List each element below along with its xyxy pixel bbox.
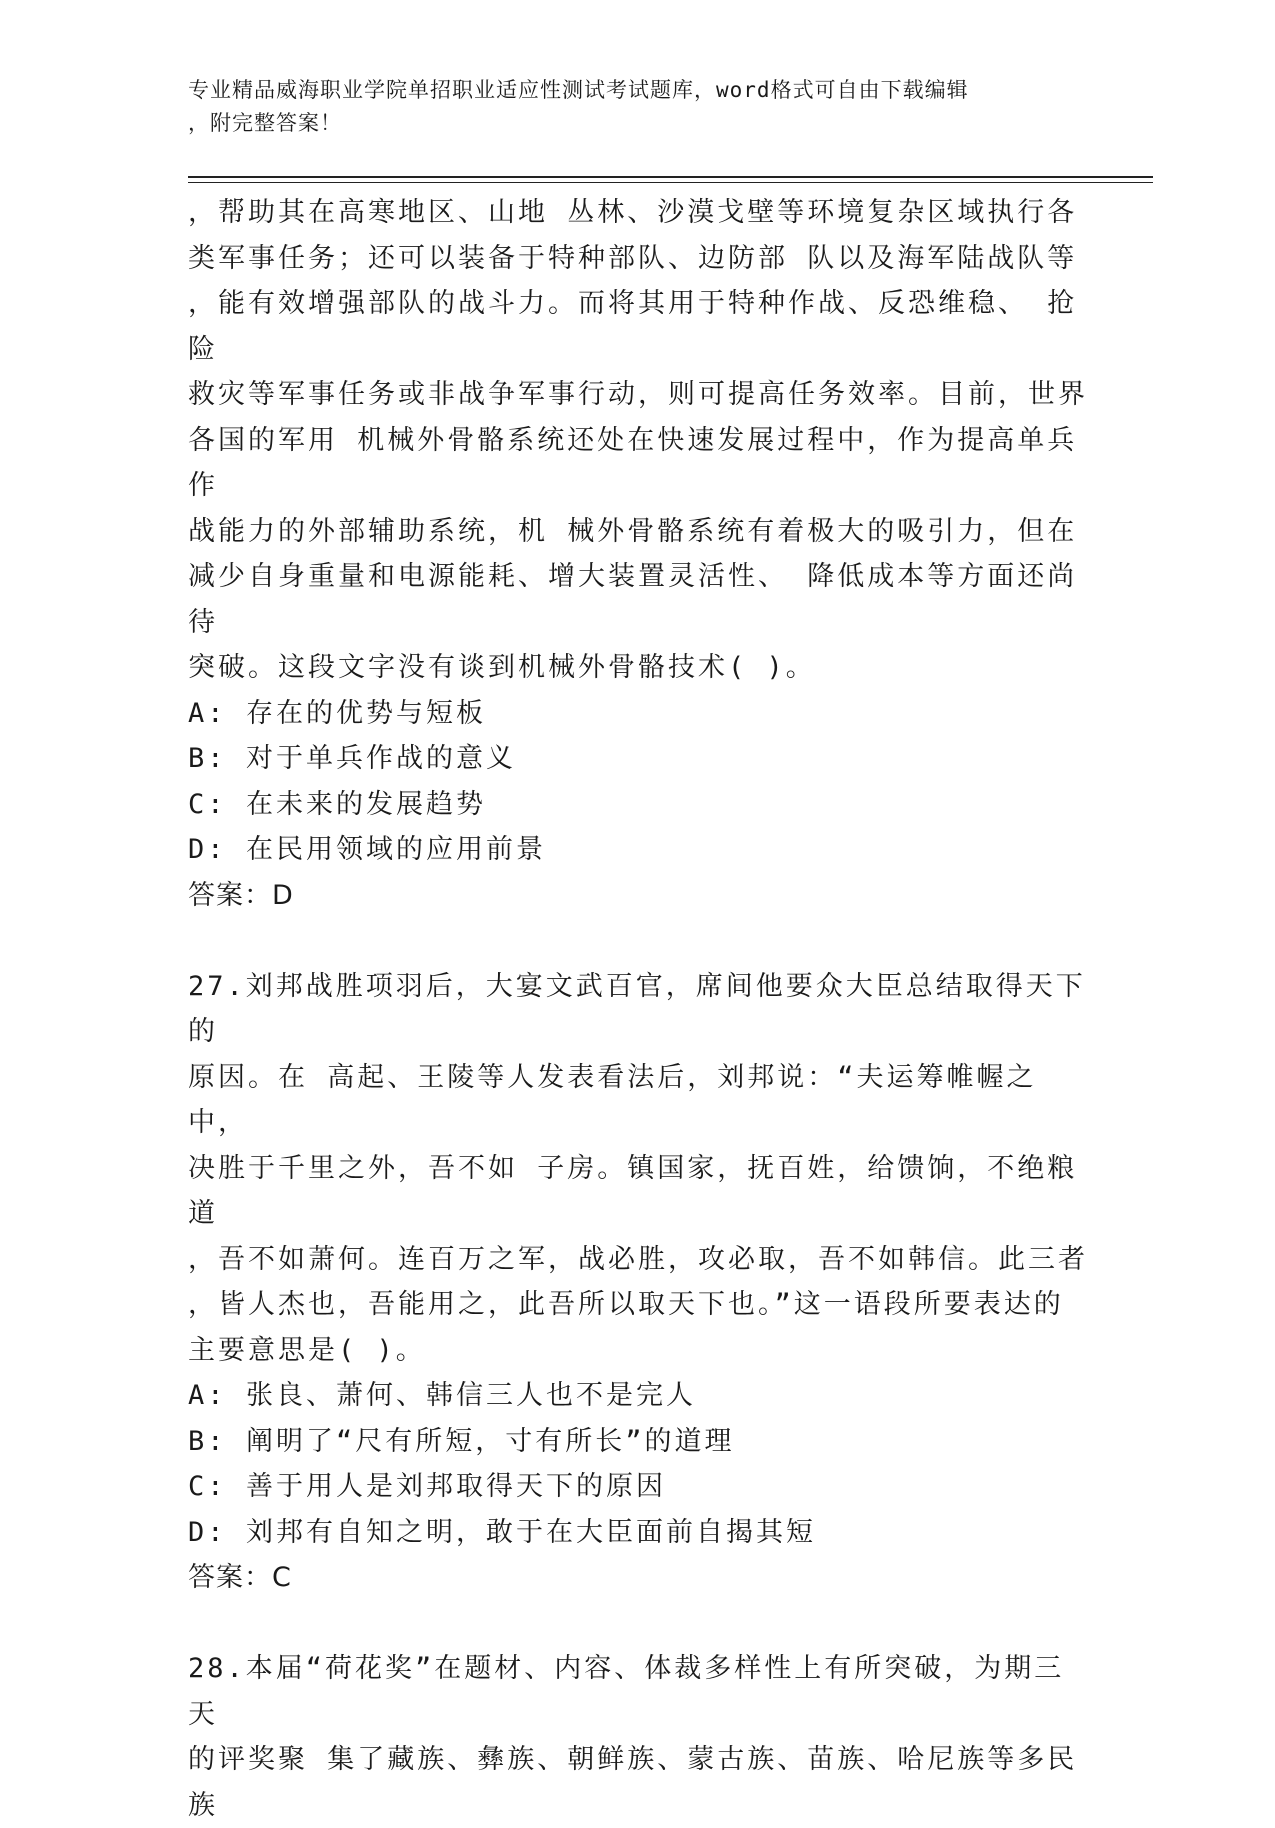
option-letter: A:	[188, 1380, 227, 1411]
option-letter: C:	[188, 788, 227, 820]
option-letter: D:	[188, 834, 227, 865]
question-27-option-d	[188, 1510, 1088, 1556]
option-text: 对于单兵作战的意义	[246, 743, 516, 774]
question-26	[188, 190, 1088, 918]
question-26-text: ，帮助其在高寒地区、山地 丛林、沙漠戈壁等环境复杂区域执行各 类军事任务；还可以装备于特种部队、边防部 队以及海军陆战队等 ，能有效增强部队的战斗力。而将其用于特种作战、反恐维稳、 抢险 救灾等军事任务或非战争军事行动，则可提高任务效率。目前，世界 各国的军用 机械外骨骼系统还处在快速发展过程中，作为提高单兵作 战能力的外部辅助系统，机 械外骨骼系统有着极大的吸引力，但在 减少自身重量和电源能耗、增大装置灵活性、 降低成本等方面还尚待 突破。这段文字没有谈到机械外骨骼技术( )。	[188, 197, 1088, 683]
header-line-1: 专业精品威海职业学院单招职业适应性测试考试题库，word格式可自由下载编辑	[188, 78, 969, 102]
option-text: 阐明了“尺有所短，寸有所长”的道理	[246, 1425, 735, 1457]
option-letter: A:	[188, 697, 227, 729]
question-28-text: 28.本届“荷花奖”在题材、内容、体裁多样性上有所突破，为期三天 的评奖聚 集了藏族、彝族、朝鲜族、蒙古族、苗族、哈尼族等多民族	[188, 1653, 1078, 1821]
option-text: 存在的优势与短板	[246, 697, 486, 729]
question-27-option-a	[188, 1373, 1088, 1419]
option-letter: B:	[188, 1425, 227, 1457]
question-28	[188, 1646, 1088, 1828]
question-26-option-c	[188, 782, 1088, 828]
question-27-option-b	[188, 1419, 1088, 1465]
question-26-answer: 答案：D	[188, 879, 294, 911]
header-rule-thick	[188, 176, 1153, 178]
option-text: 在民用领域的应用前景	[246, 834, 546, 865]
spacer	[188, 918, 1088, 964]
spacer	[188, 1601, 1088, 1647]
question-27-option-c	[188, 1464, 1088, 1510]
option-letter: B:	[188, 743, 227, 774]
option-text: 善于用人是刘邦取得天下的原因	[246, 1471, 666, 1502]
question-26-option-a	[188, 691, 1088, 737]
document-body	[188, 190, 1088, 1828]
question-27-answer: 答案：C	[188, 1562, 292, 1593]
page-header	[188, 74, 1068, 140]
option-text: 在未来的发展趋势	[246, 788, 486, 820]
question-27	[188, 964, 1088, 1601]
option-text: 张良、萧何、韩信三人也不是完人	[246, 1380, 696, 1411]
option-letter: D:	[188, 1516, 227, 1548]
question-26-option-b	[188, 736, 1088, 782]
option-text: 刘邦有自知之明，敢于在大臣面前自揭其短	[246, 1516, 816, 1548]
option-letter: C:	[188, 1471, 227, 1502]
question-26-option-d	[188, 827, 1088, 873]
header-line-2: ，附完整答案！	[188, 111, 342, 135]
header-rule-thin	[188, 182, 1153, 183]
question-27-text: 27.刘邦战胜项羽后，大宴文武百官，席间他要众大臣总结取得天下的 原因。在 高起、王陵等人发表看法后，刘邦说：“夫运筹帷幄之中， 决胜于千里之外，吾不如 子房。镇国家，抚百姓，给馈饷，不绝粮道 ，吾不如萧何。连百万之军，战必胜，攻必取，吾不如韩信。此三者 ，皆人杰也，吾能用之，此吾所以取天下也。”这一语段所要表达的 主要意思是( )。	[188, 970, 1088, 1366]
